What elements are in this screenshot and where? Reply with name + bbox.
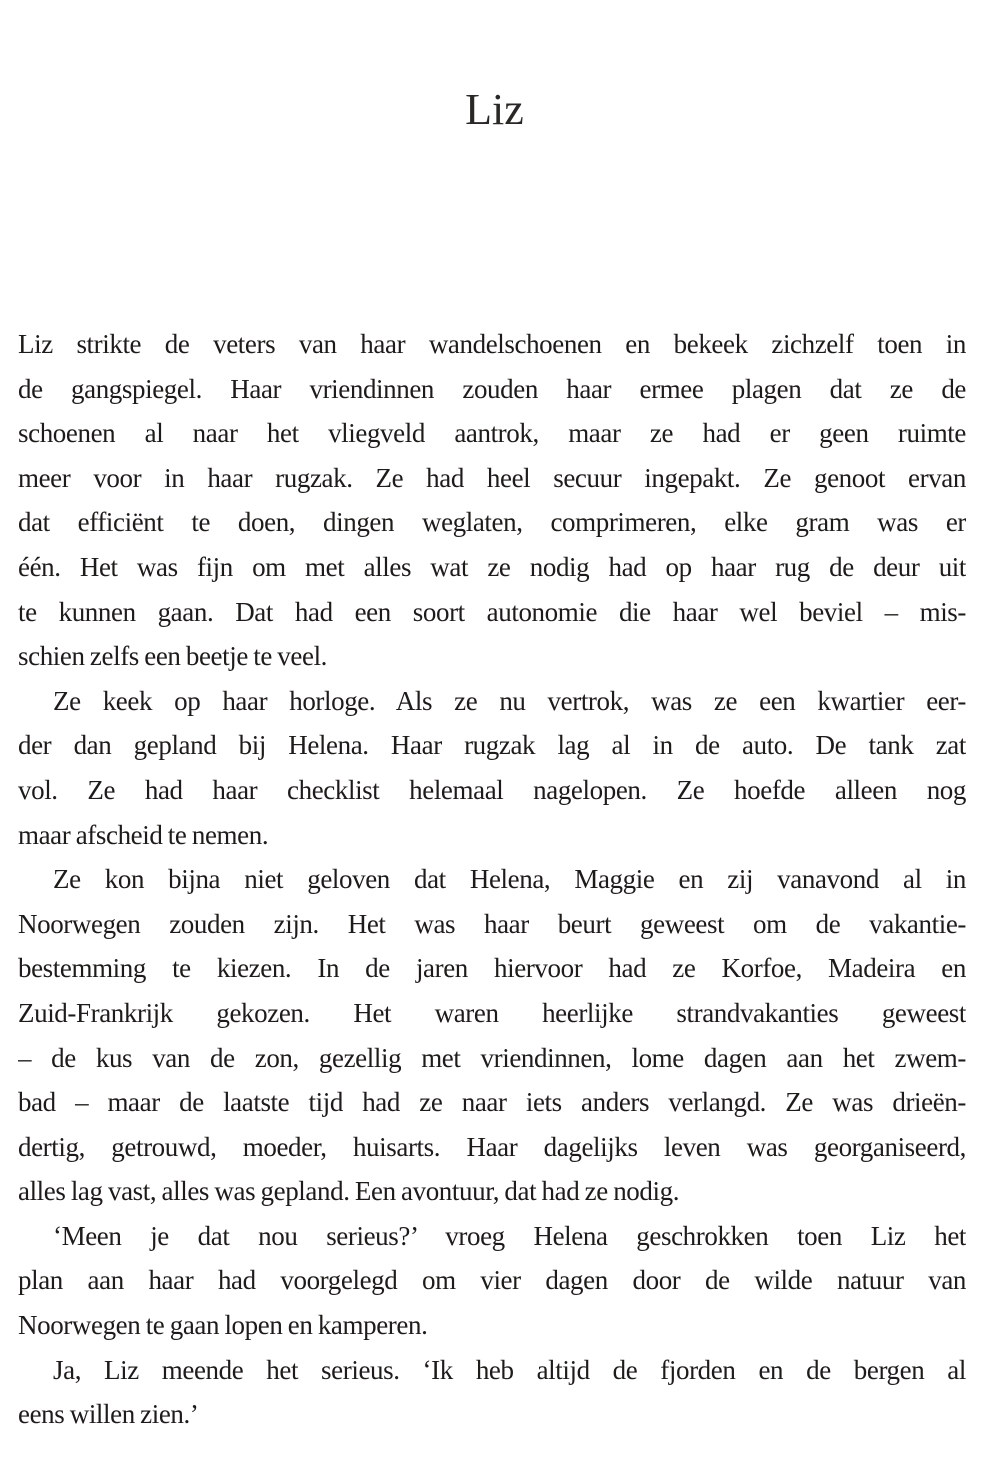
text-line: bad – maar de laatste tijd had ze naar iets anders verlangd. Ze was drieën- xyxy=(18,1087,966,1118)
text-line: Zuid-Frankrijk gekozen. Het waren heerlijke strandvakanties geweest xyxy=(18,997,966,1028)
text-line: Liz strikte de veters van haar wandelschoenen en bekeek zichzelf toen in xyxy=(18,329,966,359)
text-line: dertig, getrouwd, moeder, huisarts. Haar dagelijks leven was georganiseerd, xyxy=(18,1131,966,1162)
text-line: bestemming te kiezen. In de jaren hiervoor had ze Korfoe, Madeira en xyxy=(18,953,966,984)
text-line: alles lag vast, alles was gepland. Een avontuur, dat had ze nodig. xyxy=(18,1176,680,1207)
text-line: Noorwegen zouden zijn. Het was haar beurt geweest om de vakantie- xyxy=(18,908,966,939)
chapter-body xyxy=(18,322,966,1437)
text-line: vol. Ze had haar checklist helemaal nagelopen. Ze hoefde alleen nog xyxy=(18,774,966,805)
text-line: ‘Meen je dat nou serieus?’ vroeg Helena geschrokken toen Liz het xyxy=(53,1220,966,1251)
text-line: dat efficiënt te doen, dingen weglaten, comprimeren, elke gram was er xyxy=(18,507,966,538)
text-line: schoenen al naar het vliegveld aantrok, maar ze had er geen ruimte xyxy=(18,418,966,449)
chapter-title: Liz xyxy=(465,85,524,134)
text-line: eens willen zien.’ xyxy=(18,1399,199,1430)
text-line: plan aan haar had voorgelegd om vier dagen door de wilde natuur van xyxy=(18,1265,966,1296)
text-line: Ze keek op haar horloge. Als ze nu vertrok, was ze een kwartier eer- xyxy=(53,685,966,716)
text-line: – de kus van de zon, gezellig met vriendinnen, lome dagen aan het zwem- xyxy=(18,1042,966,1073)
text-line: één. Het was fijn om met alles wat ze nodig had op haar rug de deur uit xyxy=(18,551,966,582)
text-line: maar afscheid te nemen. xyxy=(18,819,269,850)
text-line: te kunnen gaan. Dat had een soort autonomie die haar wel beviel – mis- xyxy=(18,596,966,627)
text-line: der dan gepland bij Helena. Haar rugzak lag al in de auto. De tank zat xyxy=(18,730,966,761)
text-line: de gangspiegel. Haar vriendinnen zouden haar ermee plagen dat ze de xyxy=(18,373,966,404)
text-line: schien zelfs een beetje te veel. xyxy=(18,641,328,672)
text-line: Noorwegen te gaan lopen en kamperen. xyxy=(18,1310,428,1341)
text-line: Ze kon bijna niet geloven dat Helena, Maggie en zij vanavond al in xyxy=(53,864,966,895)
text-line: meer voor in haar rugzak. Ze had heel secuur ingepakt. Ze genoot ervan xyxy=(18,462,966,493)
text-line: Ja, Liz meende het serieus. ‘Ik heb altijd de fjorden en de bergen al xyxy=(53,1354,966,1385)
